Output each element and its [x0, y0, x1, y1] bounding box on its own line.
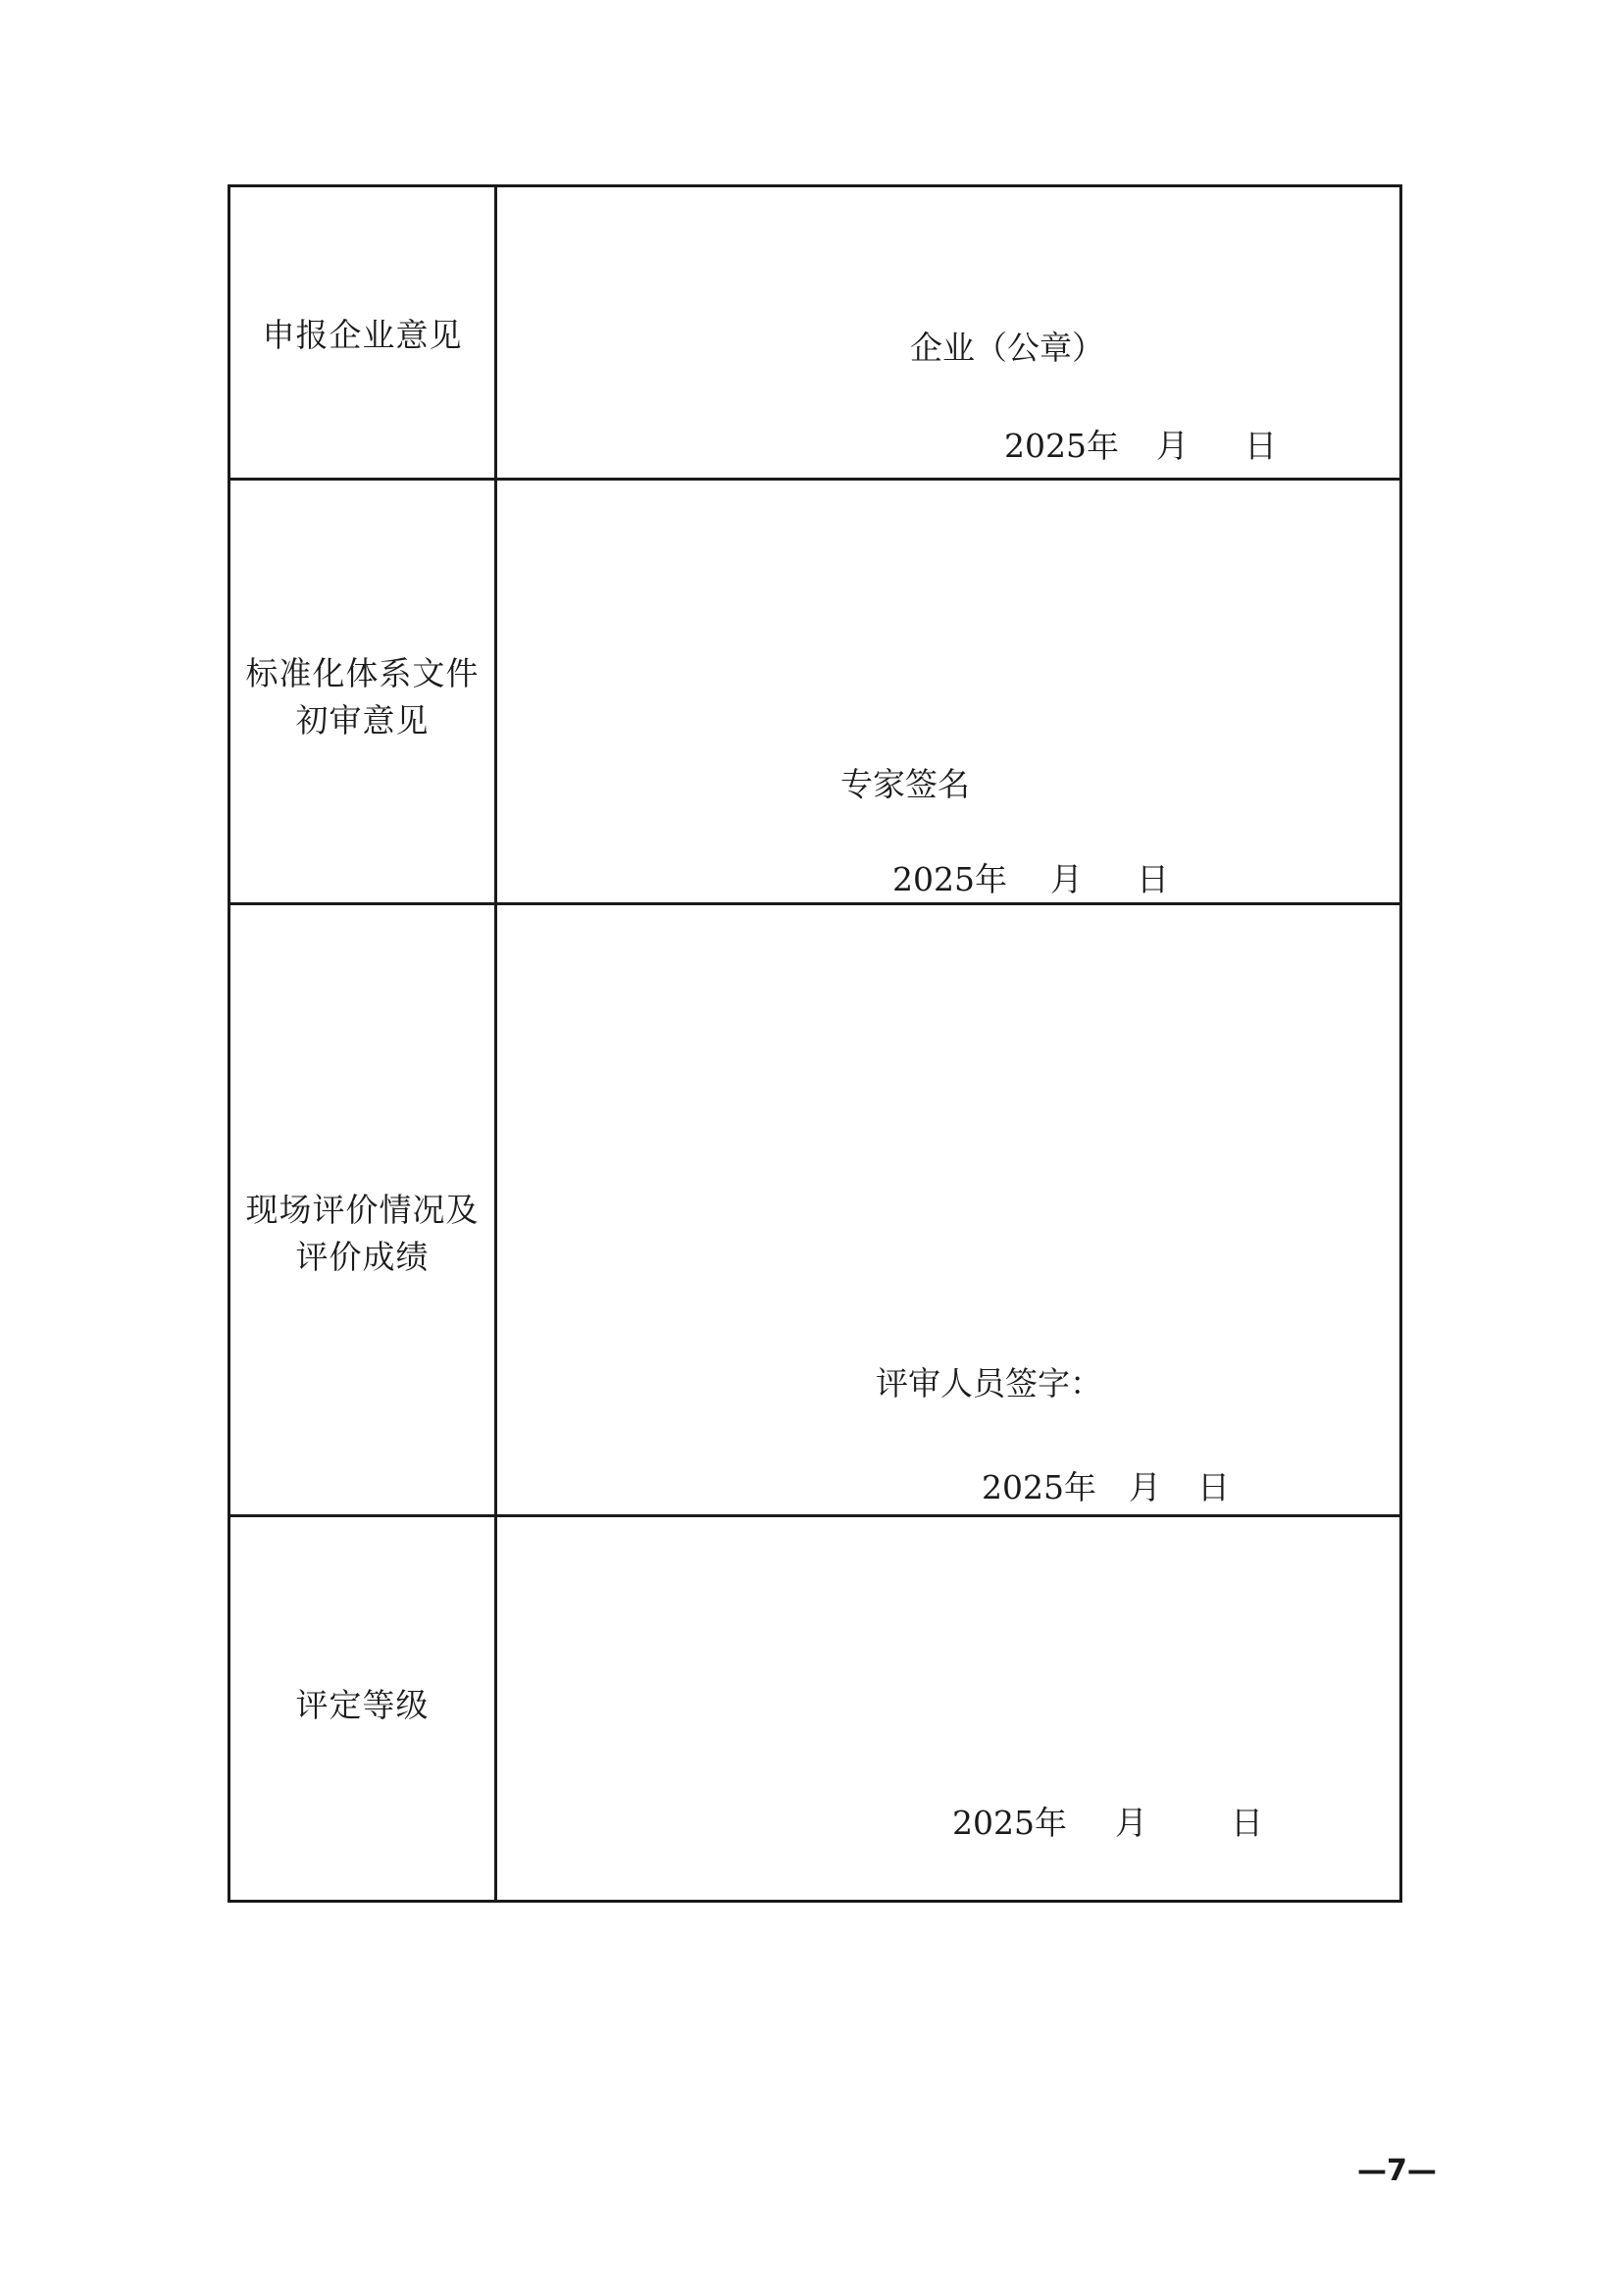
label-cell	[230, 481, 497, 902]
page-number: —7—	[1357, 2154, 1437, 2188]
date-year: 2025年	[892, 860, 1007, 898]
date-month: 月	[1115, 1804, 1147, 1842]
row-onsite-evaluation	[230, 902, 1399, 1514]
evaluation-form-table	[228, 184, 1402, 1903]
row-label: 初审意见	[295, 701, 430, 739]
date-day: 日	[1231, 1804, 1263, 1842]
date-month: 月	[1129, 1468, 1161, 1506]
seal-label: 企业（公章）	[910, 329, 1104, 367]
label-cell	[230, 1517, 497, 1900]
date-day: 日	[1197, 1468, 1230, 1506]
date-day: 日	[1137, 860, 1169, 898]
date-month: 月	[1050, 860, 1083, 898]
row-label: 评价成绩	[295, 1238, 430, 1276]
date-day: 日	[1244, 427, 1277, 465]
reviewer-signature-label: 评审人员签字：	[876, 1364, 1102, 1402]
label-cell	[230, 905, 497, 1514]
date-month: 月	[1156, 427, 1189, 465]
row-label: 标准化体系文件	[245, 654, 480, 692]
date-year: 2025年	[952, 1804, 1067, 1842]
row-label: 现场评价情况及	[245, 1191, 480, 1229]
label-cell	[230, 187, 497, 478]
row-enterprise-opinion	[230, 187, 1399, 478]
expert-signature-label: 专家签名	[840, 765, 970, 803]
row-preliminary-review	[230, 478, 1399, 902]
onsite-evaluation-field[interactable]	[497, 905, 1399, 1514]
row-label: 申报企业意见	[262, 316, 463, 354]
preliminary-review-field[interactable]	[497, 481, 1399, 902]
date-year: 2025年	[1004, 427, 1119, 465]
date-year: 2025年	[982, 1468, 1096, 1506]
row-rating-level	[230, 1514, 1399, 1900]
enterprise-opinion-field[interactable]	[497, 187, 1399, 478]
rating-level-field[interactable]	[497, 1517, 1399, 1900]
row-label: 评定等级	[295, 1686, 430, 1724]
